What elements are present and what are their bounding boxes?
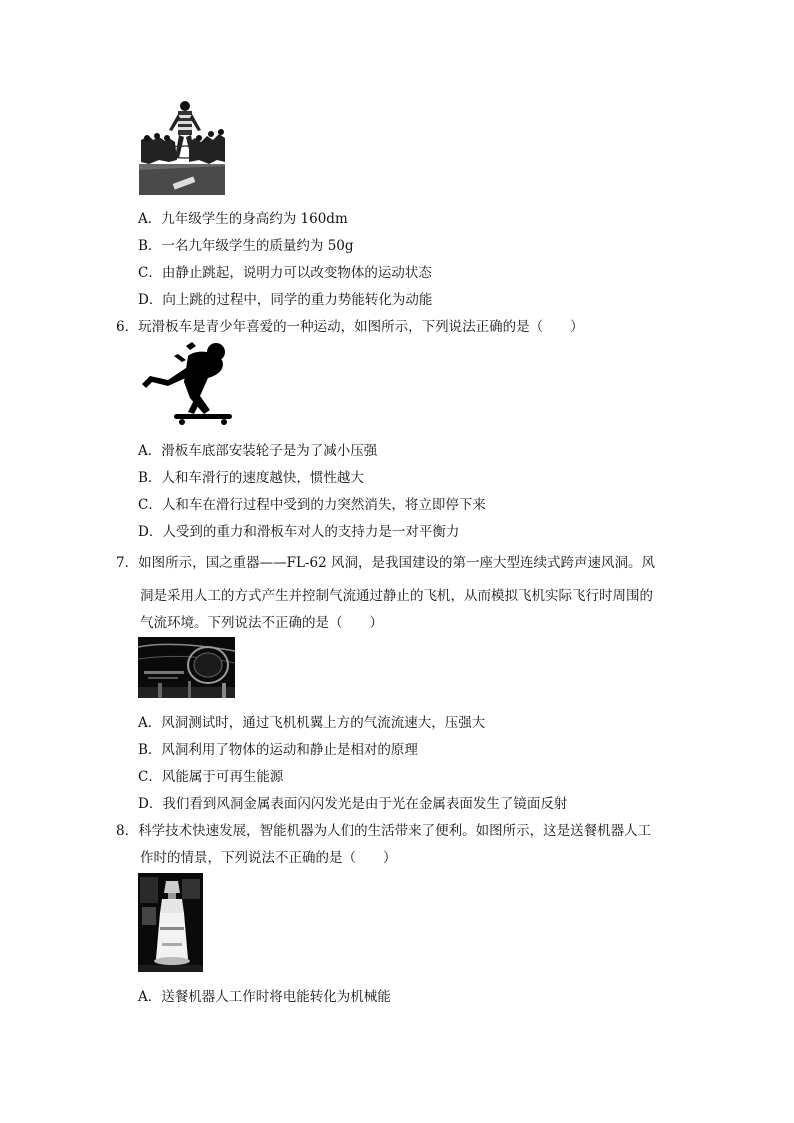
q7-option-d: D．我们看到风洞金属表面闪闪发光是由于光在金属表面发生了镜面反射	[138, 796, 568, 812]
q8-option-a: A．送餐机器人工作时将电能转化为机械能	[138, 989, 391, 1005]
q7-option-b: B．风洞利用了物体的运动和静止是相对的原理	[138, 742, 418, 758]
q6-option-d: D．人受到的重力和滑板车对人的支持力是一对平衡力	[138, 524, 460, 540]
skateboard-photo	[138, 340, 234, 428]
robot-photo	[138, 873, 203, 972]
q5-option-d: D．向上跳的过程中，同学的重力势能转化为动能	[138, 292, 433, 308]
q7-stem-line-1: 7．如图所示，国之重器——FL-62 风洞，是我国建设的第一座大型连续式跨声速风洞。风	[116, 555, 655, 571]
q6-option-a: A．滑板车底部安装轮子是为了减小压强	[138, 443, 378, 459]
q6-option-b: B．人和车滑行的速度越快，惯性越大	[138, 470, 364, 486]
q5-option-a: A．九年级学生的身高约为 160dm	[138, 211, 348, 227]
q5-option-b: B．一名九年级学生的质量约为 50g	[138, 238, 354, 254]
q7-option-c: C．风能属于可再生能源	[138, 769, 284, 785]
q6-stem: 6．玩滑板车是青少年喜爱的一种运动，如图所示，下列说法正确的是（ ）	[116, 319, 584, 335]
q7-stem-line-2: 洞是采用人工的方式产生并控制气流通过静止的飞机，从而模拟飞机实际飞行时周围的	[140, 588, 653, 604]
q8-stem-line-2: 作时的情景，下列说法不正确的是（ ）	[140, 850, 397, 866]
q6-option-c: C．人和车在滑行过程中受到的力突然消失，将立即停下来	[138, 497, 486, 513]
q7-option-a: A．风洞测试时，通过飞机机翼上方的气流流速大，压强大	[138, 715, 486, 731]
q5-option-c: C．由静止跳起，说明力可以改变物体的运动状态	[138, 265, 432, 281]
q7-stem-line-3: 气流环境。下列说法不正确的是（ ）	[140, 615, 383, 631]
wind-tunnel-photo	[138, 637, 235, 698]
q8-stem-line-1: 8．科学技术快速发展，智能机器为人们的生活带来了便利。如图所示，这是送餐机器人工	[116, 823, 652, 839]
jump-photo	[139, 100, 225, 195]
